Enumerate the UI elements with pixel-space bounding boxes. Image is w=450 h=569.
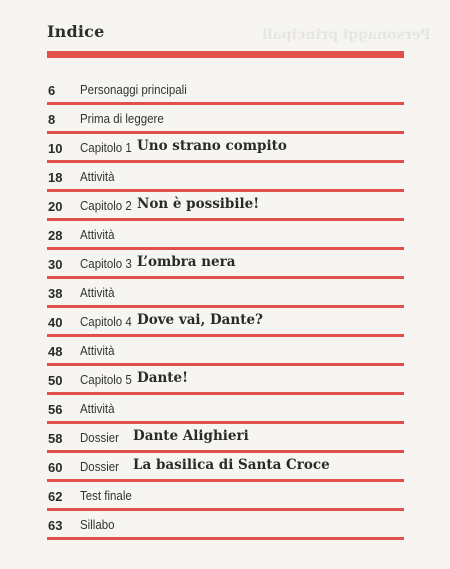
toc-divider [47, 160, 404, 163]
toc-page-number: 40 [48, 315, 63, 330]
toc-page-number: 50 [48, 373, 63, 388]
toc-entry [47, 78, 404, 107]
toc-label: Capitolo 4 [80, 315, 132, 329]
title-divider [47, 51, 404, 58]
toc-label: Attività [80, 228, 115, 242]
toc-entry [47, 223, 404, 252]
toc-page-number: 56 [48, 402, 63, 417]
toc-label: Capitolo 1 [80, 141, 132, 155]
toc-page-number: 38 [48, 286, 63, 301]
toc-page-number: 18 [48, 170, 63, 185]
toc-chapter-title: Uno strano compito [137, 138, 287, 154]
toc-entry [47, 310, 404, 339]
toc-label: Dossier [80, 431, 119, 445]
toc-divider [47, 102, 404, 105]
toc-entry [47, 165, 404, 194]
toc-entry [47, 426, 404, 455]
toc-divider [47, 218, 404, 221]
toc-page-number: 6 [48, 83, 56, 98]
toc-page-number: 63 [48, 518, 63, 533]
toc-label: Attività [80, 402, 115, 416]
toc-label: Sillabo [80, 518, 115, 532]
toc-entry [47, 281, 404, 310]
toc-entry [47, 455, 404, 484]
toc-entry [47, 194, 404, 223]
toc-chapter-title: Dante! [137, 370, 189, 386]
toc-page-number: 10 [48, 141, 63, 156]
toc-divider [47, 508, 404, 511]
toc-chapter-title: Dante Alighieri [133, 428, 249, 444]
toc-entry [47, 339, 404, 368]
toc-label: Personaggi principali [80, 83, 187, 97]
toc-label: Attività [80, 286, 115, 300]
toc-entry [47, 513, 404, 542]
toc-label: Test finale [80, 489, 132, 503]
toc-page-number: 20 [48, 199, 63, 214]
toc-entry [47, 107, 404, 136]
toc-divider [47, 537, 404, 540]
toc-page-number: 30 [48, 257, 63, 272]
toc-entry [47, 368, 404, 397]
toc-divider [47, 363, 404, 366]
toc-divider [47, 305, 404, 308]
toc-divider [47, 450, 404, 453]
toc-divider [47, 276, 404, 279]
toc-page-number: 48 [48, 344, 63, 359]
toc-divider [47, 334, 404, 337]
toc-divider [47, 392, 404, 395]
toc-divider [47, 479, 404, 482]
toc-label: Capitolo 5 [80, 373, 132, 387]
toc-chapter-title: La basilica di Santa Croce [133, 457, 330, 473]
toc-label: Attività [80, 170, 115, 184]
table-of-contents [47, 78, 404, 542]
toc-entry [47, 397, 404, 426]
toc-chapter-title: Non è possibile! [137, 196, 260, 212]
toc-entry [47, 252, 404, 281]
toc-page-number: 62 [48, 489, 63, 504]
toc-entry [47, 136, 404, 165]
toc-chapter-title: Dove vai, Dante? [137, 312, 263, 328]
toc-label: Capitolo 2 [80, 199, 132, 213]
toc-label: Dossier [80, 460, 119, 474]
toc-chapter-title: L’ombra nera [137, 254, 236, 270]
page-title: Indice [47, 22, 105, 41]
toc-label: Capitolo 3 [80, 257, 132, 271]
toc-page-number: 8 [48, 112, 56, 127]
toc-page-number: 60 [48, 460, 63, 475]
bleed-through-title: Personaggi principali [262, 27, 431, 43]
toc-divider [47, 247, 404, 250]
toc-label: Prima di leggere [80, 112, 164, 126]
toc-divider [47, 421, 404, 424]
toc-page-number: 28 [48, 228, 63, 243]
toc-divider [47, 131, 404, 134]
toc-entry [47, 484, 404, 513]
toc-label: Attività [80, 344, 115, 358]
toc-divider [47, 189, 404, 192]
toc-page-number: 58 [48, 431, 63, 446]
